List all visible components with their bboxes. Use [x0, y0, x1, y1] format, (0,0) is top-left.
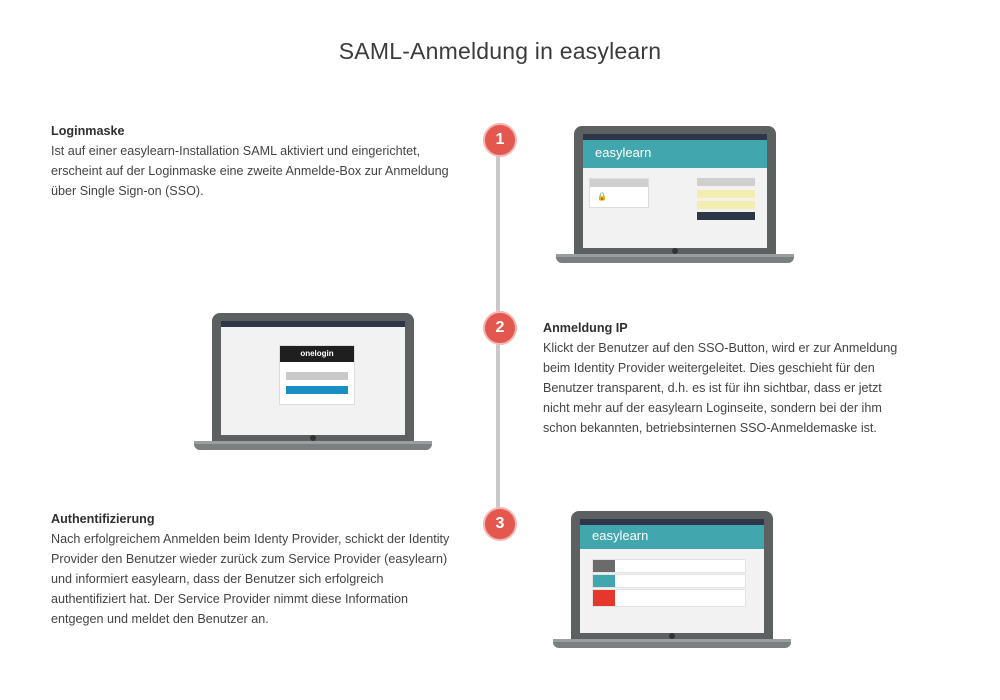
- sso-field-1: [697, 190, 755, 198]
- step-1-text: [51, 121, 451, 201]
- laptop-2-camera: [310, 435, 316, 441]
- laptop-3-base: [553, 642, 791, 648]
- list-item: [592, 589, 746, 607]
- laptop-1-base: [556, 257, 794, 263]
- step-1-description: Ist auf einer easylearn-Installation SAML aktiviert und eingerichtet, erscheint auf der Loginmaske eine zweite Anmelde-Box zur Anmeldung über Single Sign-on (SSO).: [51, 144, 449, 198]
- list-item-swatch: [593, 590, 615, 606]
- onelogin-field: [286, 372, 348, 380]
- onelogin-button: [286, 386, 348, 394]
- easylearn-header: easylearn: [583, 140, 767, 168]
- laptop-easylearn-authenticated: [553, 511, 791, 649]
- laptop-onelogin: [194, 313, 432, 451]
- easylearn-header: easylearn: [580, 525, 764, 549]
- laptop-2-screen: [221, 321, 405, 435]
- list-item-swatch: [593, 575, 615, 587]
- sso-box: [697, 178, 755, 222]
- list-item-swatch: [593, 560, 615, 572]
- onelogin-panel: [279, 345, 355, 405]
- login-box-header: [590, 179, 648, 187]
- list-item: [592, 559, 746, 573]
- step-2-marker: 2: [483, 311, 517, 345]
- onelogin-logo: onelogin: [280, 346, 354, 362]
- list-item: [592, 574, 746, 588]
- sso-button: [697, 212, 755, 220]
- step-2-text: [543, 318, 908, 438]
- screen-top-strip: [221, 321, 405, 327]
- step-3-description: Nach erfolgreichem Anmelden beim Identy Provider, schickt der Identity Provider den Benutzer wieder zurück zum Service Provider (easylearn) und informiert easylearn, dass der Benutzer sich erfolgreich authentifiziert hat. Der Service Provider nimmt diese Information entgegen und meldet den Benutzer an.: [51, 532, 450, 626]
- step-1-marker: 1: [483, 123, 517, 157]
- laptop-easylearn-login: [556, 126, 794, 264]
- login-box: [589, 178, 649, 208]
- step-2-description: Klickt der Benutzer auf den SSO-Button, wird er zur Anmeldung beim Identity Provider weitergeleitet. Dies geschieht für den Benutzer transparent, d.h. es ist für ihn sichtbar, dass er jetzt nicht mehr auf der easylearn Loginseite, sondern bei der ihm schon bekannten, betriebsinternen SSO-Anmeldemaske ist.: [543, 341, 898, 435]
- laptop-3-camera: [669, 633, 675, 639]
- step-3-text: [51, 509, 451, 629]
- lock-icon: 🔒: [597, 192, 607, 201]
- step-3-heading: Authentifizierung: [51, 512, 155, 526]
- sso-field-2: [697, 201, 755, 209]
- step-3-marker: 3: [483, 507, 517, 541]
- sso-box-header: [697, 178, 755, 186]
- page-title: SAML-Anmeldung in easylearn: [338, 38, 662, 64]
- step-2-heading: Anmeldung IP: [543, 321, 628, 335]
- laptop-1-screen: [583, 134, 767, 248]
- laptop-3-screen: [580, 519, 764, 633]
- step-1-heading: Loginmaske: [51, 124, 125, 138]
- laptop-2-base: [194, 444, 432, 450]
- laptop-1-camera: [672, 248, 678, 254]
